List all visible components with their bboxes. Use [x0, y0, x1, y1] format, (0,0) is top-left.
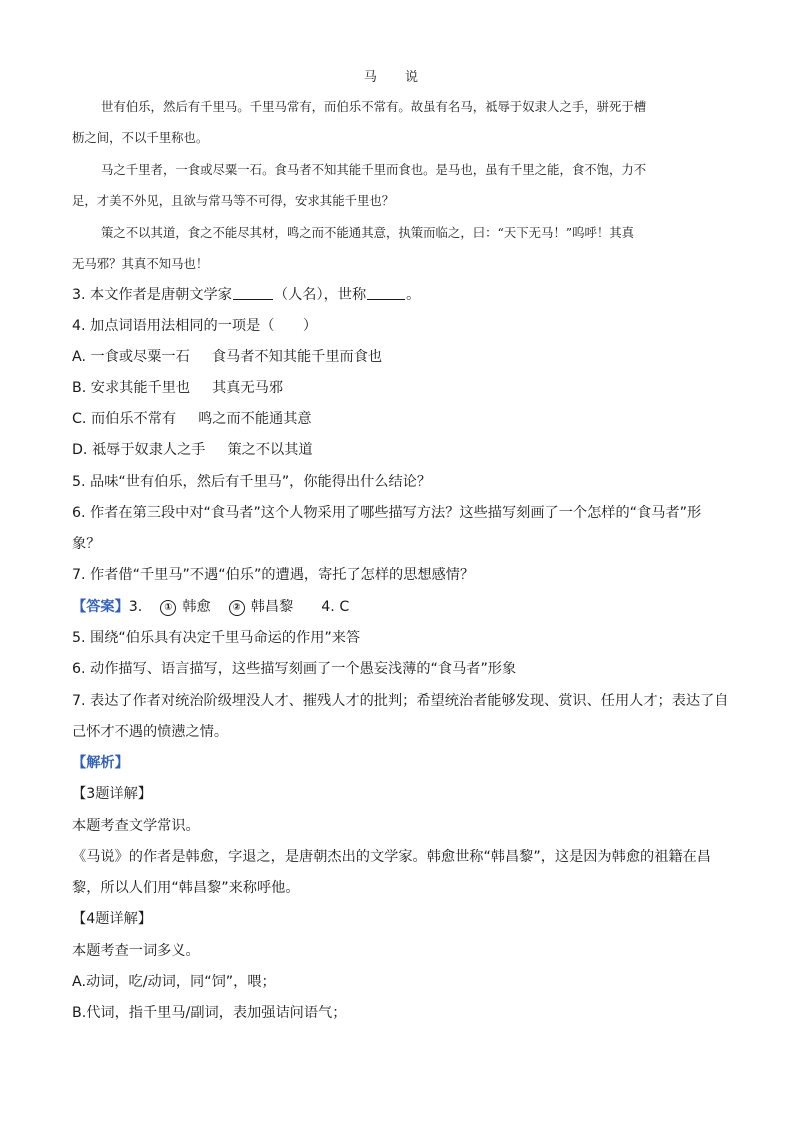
question-5: 5. 品味“世有伯乐，然后有千里马”，你能得出什么结论？ [72, 474, 432, 490]
passage-line: 策之不以其道，食之不能尽其材，鸣之而不能通其意，执策而临之，曰：“天下无马！”呜呼！其真 [101, 225, 635, 240]
analysis-text: 本题考查文学常识。 [72, 818, 200, 834]
question-7: 7. 作者借“千里马”不遇“伯乐”的遭遇，寄托了怎样的思想感情？ [72, 567, 475, 583]
option-a [72, 347, 382, 367]
question-3-text: 3. 本文作者是唐朝文学家 [72, 287, 232, 303]
option-left: 一食或尽粟一石 [90, 349, 190, 365]
answer-value: 4. C [321, 599, 350, 615]
option-right: 鸣之而不能通其意 [198, 411, 312, 427]
analysis-heading-4: 【4题详解】 [72, 911, 152, 927]
passage-line: 足，才美不外见，且欲与常马等不可得，安求其能千里也？ [72, 193, 395, 208]
option-label: D. [72, 442, 88, 458]
option-d [72, 440, 313, 460]
option-right: 策之不以其道 [227, 442, 313, 458]
answer-5: 5. 围绕“伯乐具有决定千里马命运的作用”来答 [72, 630, 361, 646]
circled-two-marker: ② [229, 600, 245, 616]
question-3 [72, 285, 420, 305]
passage-line: 无马邪？其真不知马也！ [72, 256, 209, 271]
option-label: C. [72, 411, 87, 427]
passage-title: 马 说 [363, 70, 431, 85]
answer-value: 韩愈 [182, 599, 211, 615]
option-right: 其真无马邪 [212, 380, 284, 396]
analysis-tag: 【解析】 [72, 755, 129, 771]
answer-blank [233, 285, 273, 300]
option-label: A. [72, 349, 86, 365]
answer-blank [367, 285, 405, 300]
passage-line: 世有伯乐，然后有千里马。千里马常有，而伯乐不常有。故虽有名马，祗辱于奴隶人之手，骈死于槽 [101, 99, 647, 114]
question-6-line1: 6. 作者在第三段中对“食马者”这个人物采用了哪些描写方法？这些描写刻画了一个怎样的“食马者”形 [72, 505, 702, 521]
option-b [72, 378, 283, 398]
question-3-text: 。 [406, 287, 421, 303]
option-label: B. [72, 380, 87, 396]
option-c [72, 409, 312, 429]
analysis-text: 《马说》的作者是韩愈，字退之，是唐朝杰出的文学家。韩愈世称“韩昌黎”，这是因为韩愈的祖籍在昌 [72, 849, 711, 865]
answer-6: 6. 动作描写、语言描写，这些描写刻画了一个愚妄浅薄的“食马者”形象 [72, 661, 517, 677]
analysis-text: 本题考查一词多义。 [72, 943, 200, 959]
question-4-stem: 4. 加点词语用法相同的一项是（ ） [72, 318, 318, 334]
answer-7-line1: 7. 表达了作者对统治阶级埋没人才、摧残人才的批判；希望统治者能够发现、赏识、任用人才；表达了自 [72, 693, 729, 709]
option-left: 安求其能千里也 [90, 380, 191, 396]
answer-tag: 【答案】 [72, 599, 129, 615]
analysis-text: B.代词，指千里马/副词，表加强诘问语气； [72, 1005, 347, 1021]
analysis-heading-3: 【3题详解】 [72, 786, 152, 802]
passage-line: 马之千里者，一食或尽粟一石。食马者不知其能千里而食也。是马也，虽有千里之能，食不饱，力不 [101, 162, 647, 177]
answer-number: 3. [128, 599, 143, 615]
circled-one-marker: ① [160, 600, 176, 616]
analysis-text: 黎，所以人们用“韩昌黎”来称呼他。 [72, 880, 300, 896]
option-left: 而伯乐不常有 [90, 411, 177, 427]
question-6-line2: 象？ [72, 536, 101, 552]
option-right: 食马者不知其能千里而食也 [211, 349, 383, 365]
answer-7-line2: 己怀才不遇的愤懑之情。 [72, 724, 229, 740]
option-left: 祗辱于奴隶人之手 [91, 442, 206, 458]
answer-row [72, 597, 349, 617]
answer-value: 韩昌黎 [250, 599, 294, 615]
passage-line: 枥之间，不以千里称也。 [72, 130, 209, 145]
question-3-text: （人名），世称 [273, 287, 367, 303]
analysis-text: A.动词，吃/动词，同“饲”，喂； [72, 974, 276, 990]
